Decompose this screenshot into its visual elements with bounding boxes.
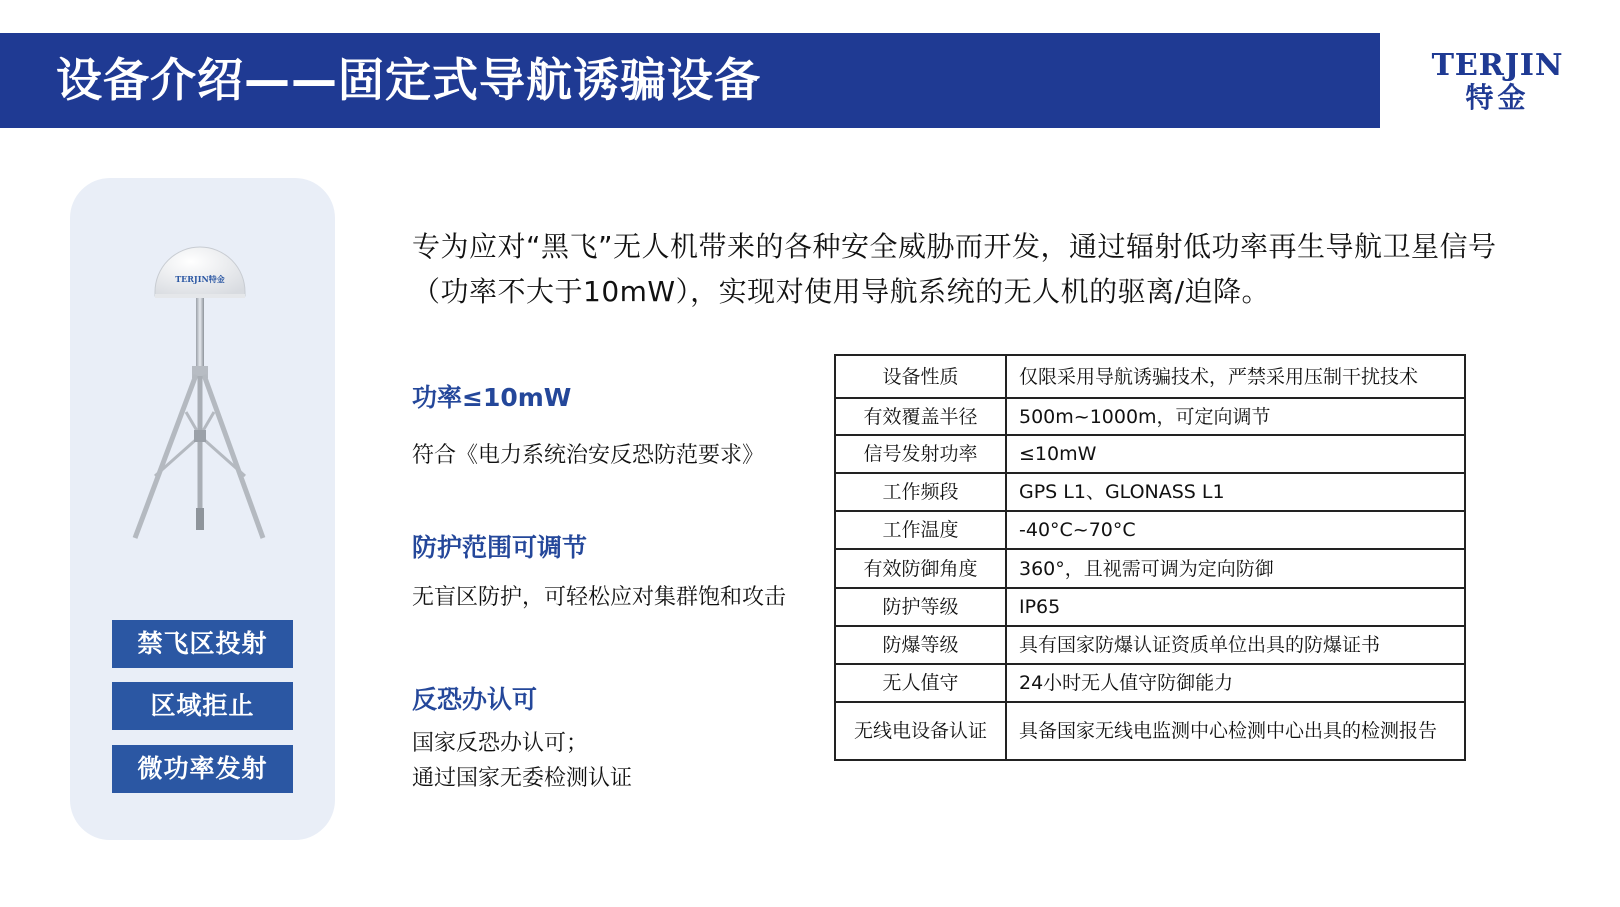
spec-value: IP65 xyxy=(1006,588,1465,626)
spec-key: 无线电设备认证 xyxy=(835,702,1006,760)
feature-desc-approval-2: 通过国家无委检测认证 xyxy=(412,766,633,791)
table-row xyxy=(835,398,1465,435)
page-title: 设备介绍——固定式导航诱骗设备 xyxy=(56,53,761,107)
spec-key: 无人值守 xyxy=(835,664,1006,702)
feature-desc-power: 符合《电力系统治安反恐防范要求》 xyxy=(412,443,765,468)
tripod-antenna-image xyxy=(100,240,300,570)
spec-value: 具备国家无线电监测中心检测中心出具的检测报告 xyxy=(1006,702,1465,760)
feature-title-power: 功率≤10mW xyxy=(412,383,572,412)
intro-paragraph: 专为应对“黑飞”无人机带来的各种安全威胁而开发，通过辐射低功率再生导航卫星信号（功率不大于10mW），实现对使用导航系统的无人机的驱离/迫降。 xyxy=(412,230,1497,308)
dome-label: TERJIN特金 xyxy=(175,274,225,284)
table-row xyxy=(835,588,1465,626)
spec-value: 具有国家防爆认证资质单位出具的防爆证书 xyxy=(1006,626,1465,664)
feature-title-approval: 反恐办认可 xyxy=(412,685,538,714)
table-row xyxy=(835,626,1465,664)
feature-title-range: 防护范围可调节 xyxy=(412,533,588,562)
brand-logo xyxy=(1430,50,1565,114)
table-row xyxy=(835,549,1465,588)
spec-key: 工作频段 xyxy=(835,473,1006,511)
spec-value: 24小时无人值守防御能力 xyxy=(1006,664,1465,702)
table-row xyxy=(835,355,1465,398)
spec-value: 360°，且视需可调为定向防御 xyxy=(1006,549,1465,588)
spec-key: 有效覆盖半径 xyxy=(835,398,1006,435)
spec-value: 仅限采用导航诱骗技术，严禁采用压制干扰技术 xyxy=(1006,355,1465,398)
spec-key: 设备性质 xyxy=(835,355,1006,398)
spec-key: 工作温度 xyxy=(835,511,1006,549)
tag-micro-power-emission: 微功率发射 xyxy=(112,745,293,793)
header-bar xyxy=(0,33,1380,128)
table-row xyxy=(835,473,1465,511)
table-row xyxy=(835,664,1465,702)
feature-desc-approval-1: 国家反恐办认可； xyxy=(412,731,589,756)
table-row xyxy=(835,435,1465,473)
spec-key: 防爆等级 xyxy=(835,626,1006,664)
spec-key: 信号发射功率 xyxy=(835,435,1006,473)
spec-table xyxy=(834,354,1466,761)
table-row xyxy=(835,511,1465,549)
spec-key: 防护等级 xyxy=(835,588,1006,626)
tag-no-fly-zone-projection: 禁飞区投射 xyxy=(112,620,293,668)
logo-english: TERJIN xyxy=(1431,48,1564,83)
logo-chinese: 特金 xyxy=(1465,81,1530,114)
table-row xyxy=(835,702,1465,760)
spec-value: 500m~1000m，可定向调节 xyxy=(1006,398,1465,435)
spec-value: -40°C~70°C xyxy=(1006,511,1465,549)
feature-desc-range: 无盲区防护，可轻松应对集群饱和攻击 xyxy=(412,585,787,610)
tag-area-denial: 区域拒止 xyxy=(112,682,293,730)
spec-value: GPS L1、GLONASS L1 xyxy=(1006,473,1465,511)
spec-key: 有效防御角度 xyxy=(835,549,1006,588)
spec-value: ≤10mW xyxy=(1006,435,1465,473)
